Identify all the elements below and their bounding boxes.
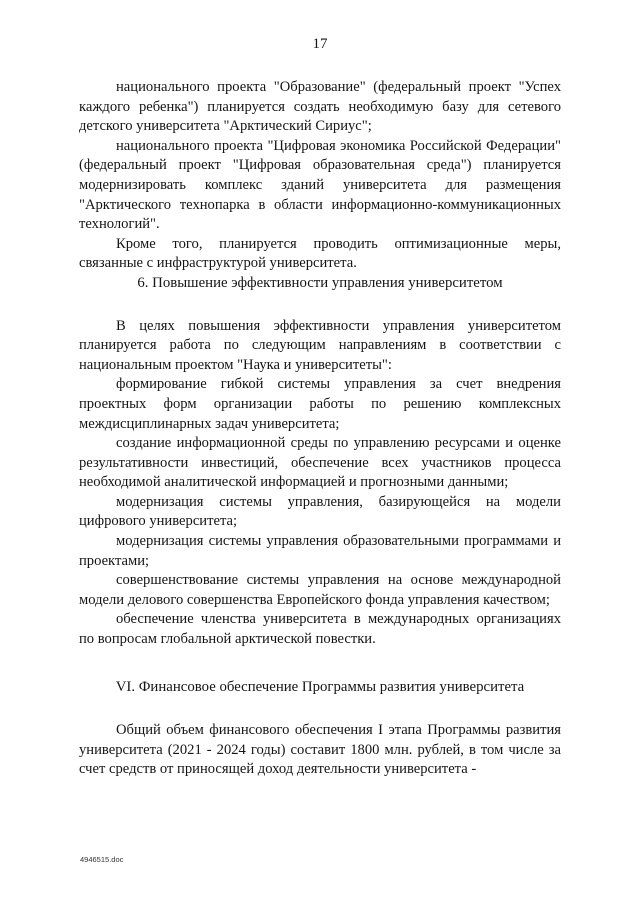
paragraph: Кроме того, планируется проводить оптимизационные меры, связанные с инфраструктурой университета. <box>79 235 561 272</box>
paragraph: национального проекта "Образование" (федеральный проект "Успех каждого ребенка") планируется создать необходимую базу для сетевого детского университета "Арктический Сириус"; <box>79 79 561 135</box>
list-item: обеспечение членства университета в международных организациях по вопросам глобальной арктической повестки. <box>79 611 561 648</box>
paragraph: В целях повышения эффективности управления университетом планируется работа по следующим направлениям в соответствии с национальным проектом "Наука и университеты": <box>79 317 561 373</box>
section-heading: VI. Финансовое обеспечение Программы развития университета <box>115 678 525 695</box>
document-body <box>79 78 561 780</box>
list-item: совершенствование системы управления на основе международной модели делового совершенства Европейского фонда управления качеством; <box>79 572 561 608</box>
list-item: создание информационной среды по управлению ресурсами и оценке результативности инвестиций, обеспечение всех участников процесса необходимой аналитической информацией и прогнозными данными; <box>79 435 561 491</box>
paragraph: национального проекта "Цифровая экономика Российской Федерации" (федеральный проект "Цифровая образовательная среда") планируется модернизировать комплекс зданий университета для размещения "Арктического технопарка в области информационно-коммуникационных технологий". <box>79 137 561 233</box>
document-footer: 4946515.doc <box>80 855 124 864</box>
list-item: модернизация системы управления, базирующейся на модели цифрового университета; <box>79 493 561 530</box>
list-item: модернизация системы управления образовательными программами и проектами; <box>79 533 561 569</box>
page-number: 17 <box>312 36 328 52</box>
paragraph: Общий объем финансового обеспечения I этапа Программы развития университета (2021 - 2024 годы) составит 1800 млн. рублей, в том числе за счет средств от приносящей доход деятельности университета - <box>79 722 561 778</box>
section-heading: 6. Повышение эффективности управления университетом <box>137 274 503 291</box>
list-item: формирование гибкой системы управления за счет внедрения проектных форм организации работы по решению комплексных междисциплинарных задач университета; <box>79 376 561 432</box>
